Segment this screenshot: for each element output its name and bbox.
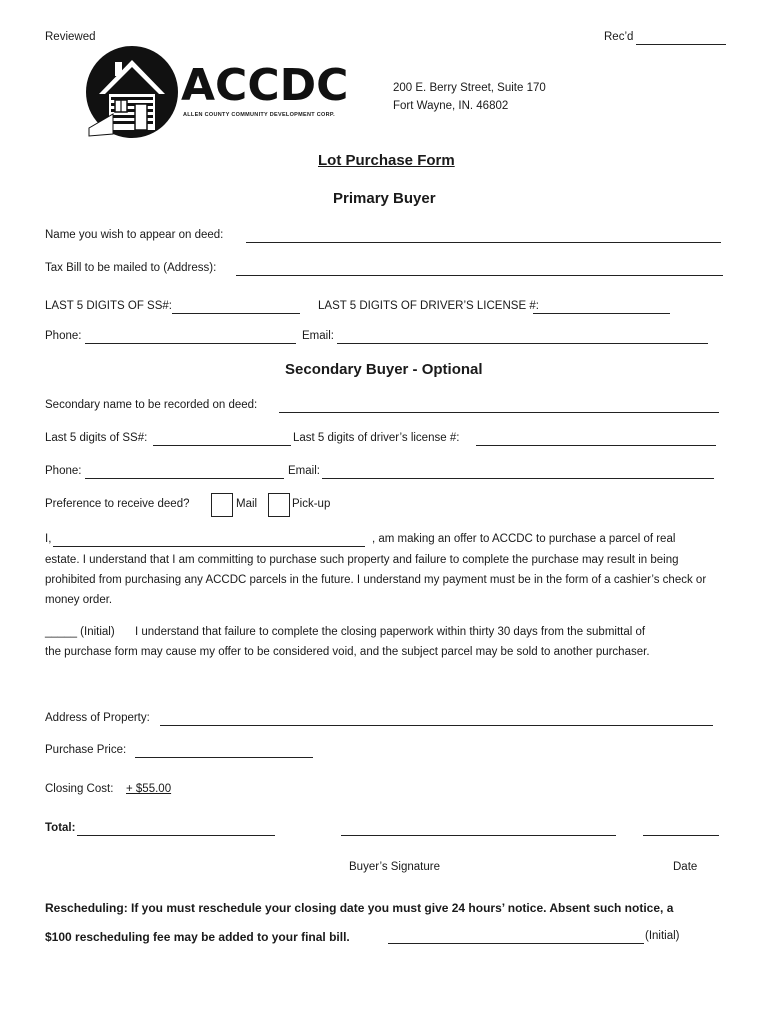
initial-field-label[interactable]: _____ (Initial) (45, 626, 115, 638)
secondary-ss-label: Last 5 digits of SS#: (45, 432, 148, 444)
rescheduling-line-1 (45, 901, 673, 915)
primary-taxbill-label: Tax Bill to be mailed to (Address): (45, 262, 217, 274)
preference-label: Preference to receive deed? (45, 498, 190, 510)
purchase-price-label: Purchase Price: (45, 744, 127, 756)
primary-ss-field[interactable] (172, 313, 300, 314)
agreement-prefix: I, (45, 533, 52, 545)
property-address-field[interactable] (160, 725, 713, 726)
closing-cost-label: Closing Cost: (45, 783, 114, 795)
total-label: Total: (45, 822, 76, 834)
rescheduling-text-1: : If you must reschedule your closing date you must give 24 hours’ notice. Absent such notice, a (123, 901, 674, 915)
secondary-name-field[interactable] (279, 412, 719, 413)
buyer-signature-field[interactable] (341, 835, 616, 836)
secondary-name-label: Secondary name to be recorded on deed: (45, 399, 258, 411)
initial-statement-line-1: I understand that failure to complete the closing paperwork within thirty 30 days from the submittal of (135, 626, 646, 638)
primary-name-field[interactable] (246, 242, 721, 243)
primary-ss-label: LAST 5 DIGITS OF SS#: (45, 300, 172, 312)
primary-taxbill-field[interactable] (236, 275, 723, 276)
primary-buyer-heading: Primary Buyer (333, 190, 436, 207)
pickup-option-label: Pick-up (292, 498, 331, 510)
primary-license-field[interactable] (533, 313, 670, 314)
primary-email-field[interactable] (337, 343, 708, 344)
secondary-phone-label: Phone: (45, 465, 82, 477)
primary-license-label: LAST 5 DIGITS OF DRIVER’S LICENSE #: (318, 300, 539, 312)
recd-label: Rec’d (604, 31, 634, 43)
secondary-phone-field[interactable] (85, 478, 284, 479)
address-line-1: 200 E. Berry Street, Suite 170 (393, 82, 546, 94)
secondary-buyer-heading: Secondary Buyer - Optional (285, 361, 483, 378)
mail-checkbox[interactable] (211, 493, 233, 517)
buyer-signature-label: Buyer’s Signature (349, 861, 440, 873)
date-label: Date (673, 861, 698, 873)
rescheduling-initial-label: (Initial) (645, 930, 680, 942)
secondary-email-label: Email: (288, 465, 320, 477)
property-address-label: Address of Property: (45, 712, 150, 724)
pickup-checkbox[interactable] (268, 493, 290, 517)
house-logo-icon (85, 44, 185, 140)
primary-phone-field[interactable] (85, 343, 296, 344)
agreement-offer-text: , am making an offer to ACCDC to purchase a parcel of real (372, 533, 676, 545)
form-title: Lot Purchase Form (318, 152, 455, 169)
primary-phone-label: Phone: (45, 330, 82, 342)
date-field[interactable] (643, 835, 719, 836)
primary-name-label: Name you wish to appear on deed: (45, 229, 224, 241)
agreement-paragraph: estate. I understand that I am committing to purchase such property and failure to complete the purchase may result in being prohibited from purchasing any ACCDC parcels in the future. I understand my payment must be in the form of a cashier’s check or money order. (45, 554, 707, 606)
recd-field[interactable] (636, 44, 726, 45)
logo-name: ACCDC (181, 60, 349, 111)
initial-statement-line-2: the purchase form may cause my offer to be considered void, and the subject parcel may be sold to another purchaser. (45, 646, 650, 658)
purchase-price-field[interactable] (135, 757, 313, 758)
closing-cost-value: + $55.00 (126, 783, 172, 795)
rescheduling-label: Rescheduling (45, 901, 124, 915)
total-field[interactable] (77, 835, 275, 836)
secondary-ss-field[interactable] (153, 445, 291, 446)
secondary-license-label: Last 5 digits of driver’s license #: (293, 432, 460, 444)
agreement-name-field[interactable] (53, 546, 365, 547)
accdc-logo (85, 44, 349, 140)
logo-subtitle: ALLEN COUNTY COMMUNITY DEVELOPMENT CORP. (183, 112, 335, 118)
rescheduling-initial-field[interactable] (388, 943, 644, 944)
rescheduling-text-2: $100 rescheduling fee may be added to your final bill. (45, 930, 350, 944)
address-line-2: Fort Wayne, IN. 46802 (393, 100, 509, 112)
mail-option-label: Mail (236, 498, 258, 510)
primary-email-label: Email: (302, 330, 334, 342)
secondary-email-field[interactable] (322, 478, 714, 479)
secondary-license-field[interactable] (476, 445, 716, 446)
reviewed-label: Reviewed (45, 31, 96, 43)
